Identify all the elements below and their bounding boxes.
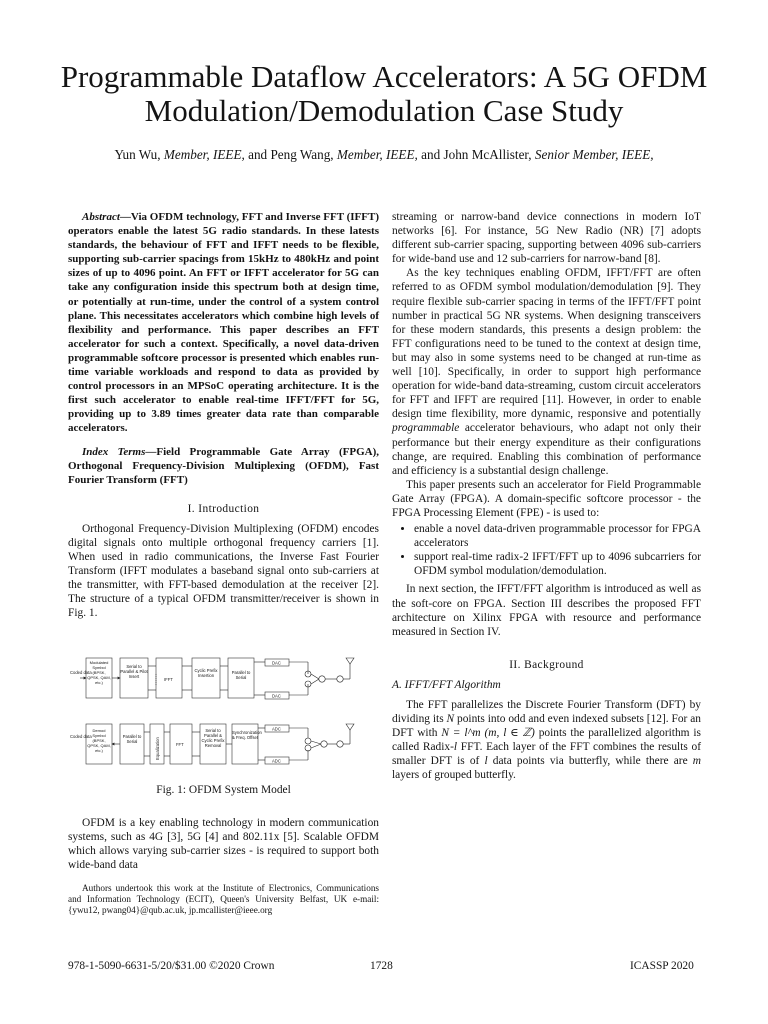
author-role: Senior Member, IEEE, — [534, 147, 654, 162]
figure-caption: Fig. 1: OFDM System Model — [156, 784, 291, 796]
tx-s2p-label: Serial to Parallel & Pilot Insert — [120, 664, 148, 679]
author-name: and Peng Wang, — [244, 147, 337, 162]
tx-dac-q-label: DAC — [272, 693, 281, 699]
abstract-text: —Via OFDM technology, FFT and Inverse FFT (IFFT) operators enable the latest 5G radio standards. In these latests standards, the behaviour of FFT and IFFT needs to be flexible, supporting sub-carrier spacings from 15kHz to 480kHz and point sizes of up to 4096 point. An FFT or IFFT accelerator for 5G can take any configuration inside this spectrum both at design time, or potentially at run-time, under the control of a system control plane. This necessitates accelerators which combine high levels of flexibility and performance. This paper describes an FFT accelerator for such a context. Specifically, a novel data-driven programmable softcore processor is presented which enables run-time variable workloads and respond to data as provided by control processors in an MPSoC operating architecture. It is the first such accelerator to enable real-time IFFT/FFT for 5G, providing up to 3.89 times greater data rate than comparable accelerators. — [68, 211, 379, 435]
list-item: • support real-time radix-2 IFFT/FFT up to 4096 subcarriers for OFDM symbol modulation/demodulation. — [414, 550, 701, 578]
index-terms-label: Index Terms — [82, 445, 146, 458]
tx-dac-i-label: DAC — [272, 660, 281, 666]
p5-text: layers of grouped butterfly. — [392, 769, 516, 782]
author-line — [30, 147, 738, 163]
rx-p2s-label: Parallel to Serial — [122, 734, 142, 744]
rx-s2p-label: Serial to Parallel & Cyclic Prefix Removal — [201, 728, 225, 748]
section-heading-background: II. Background — [509, 658, 584, 671]
author-name: and John McAllister, — [417, 147, 535, 162]
right-paragraph-1: streaming or narrow-band device connections in modern IoT networks [6]. For instance, 5G New Radio (NR) [7] adopts different sub-carrier spacing, supporting between 4096 sub-carriers for wide-band use and 12 sub-carriers for narrow-band [8]. — [392, 211, 701, 266]
math-equation: N = l^m (m, l ∈ ℤ) — [441, 727, 535, 740]
abstract — [68, 210, 379, 436]
footnote: Authors undertook this work at the Institute of Electronics, Communications and Information Technology (ECIT), Queen's University Belfast, UK e-mail: {ywu12, pwang04}@qub.ac.uk, jp.mcallister@ieee.org — [68, 883, 379, 916]
figure-ofdm-system-model — [68, 652, 379, 772]
contribution-list — [392, 522, 701, 578]
list-item: • enable a novel data-driven programmable processor for FPGA accelerators — [414, 522, 701, 550]
rx-sync-label: Synchronization & Freq. Offset — [232, 730, 262, 740]
index-terms-text: —Field Programmable Gate Array (FPGA), Orthogonal Frequency-Division Multiplexing (OFDM), Fast Fourier Transform (FFT) — [68, 445, 380, 486]
section-heading-introduction: I. Introduction — [187, 502, 260, 515]
rx-demod-label: Demod Symbol (BPSK, QPSK, QAM, etc.) — [87, 728, 111, 753]
left-column — [68, 210, 379, 621]
index-terms — [68, 445, 379, 487]
footer-copyright: 978-1-5090-6631-5/20/$31.00 ©2020 Crown — [68, 960, 275, 972]
title-line-1: Programmable Dataflow Accelerators: A 5G OFDM — [60, 59, 708, 94]
tx-cp-label: Cyclic Prefix Insertion — [194, 668, 218, 678]
subsection-heading-ifft-fft: A. IFFT/FFT Algorithm — [392, 678, 501, 691]
math-l: l — [453, 741, 458, 754]
right-column — [392, 210, 701, 783]
rx-output-label: Coded data — [70, 734, 92, 739]
title-line-2: Modulation/Demodulation Case Study — [144, 93, 624, 128]
emphasis-programmable: programmable — [392, 422, 460, 435]
math-m: m — [692, 755, 701, 768]
rx-adc-i-label: ADC — [272, 726, 281, 732]
intro-paragraph-1: Orthogonal Frequency-Division Multiplexing (OFDM) encodes digital signals onto multiple orthogonal frequency carriers [1]. When used in radio communications, the Inverse Fast Fourier Transform (IFFT modulates a baseband signal onto sub-carriers at the transmitter, with FFT-based demodulation at the receiver [2]. The structure of a typical OFDM transmitter/receiver is shown in Fig. 1. — [68, 522, 379, 620]
right-paragraph-3: This paper presents such an accelerator for Field Programmable Gate Array (FPGA). A domain-specific softcore processor - the FPGA Processing Element (FPE) - is used to: — [392, 478, 701, 519]
ofdm-diagram — [68, 652, 379, 772]
tx-modulator-label: Modulated Symbol (BPSK, QPSK, QAM, etc.) — [87, 660, 111, 685]
tx-input-label: Coded data — [70, 670, 92, 675]
tx-p2s-label: Parallel to Serial — [231, 670, 251, 680]
footer-page-number: 1728 — [370, 960, 393, 972]
p5-text: data points via butterfly, while there are — [487, 755, 693, 768]
p5-text: The FFT parallelizes the Discrete Fourier Transform (DFT) by dividing its — [392, 699, 701, 726]
author-role: Member, IEEE, — [336, 147, 418, 162]
p5-text: points into odd and even indexed subsets [12]. For an DFT with — [392, 713, 701, 740]
math-l: l — [484, 755, 488, 768]
tx-ifft-label: IFFT — [164, 677, 173, 682]
right-paragraph-5 — [392, 698, 701, 783]
paper-title — [40, 60, 728, 128]
p5-text: points the parallelized algorithm is called Radix- — [392, 727, 701, 754]
right-paragraph-2a: As the key techniques enabling OFDM, IFFT/FFT are often referred to as OFDM symbol modulation/demodulation [9]. They require flexible sub-carrier spacing in terms of the IFFT/FFT point number in practical 5G NR systems. When designing transceivers for these modern standards, this presents a design problem: the FFT configurations need to be tuned to the context at design time, but may also in some systems need to be changed at run-time as well [10]. Specifically, in order to support high performance operation for wide-band data-streaming, custom circuit accelerators for FFT and IFFT are required [11]. However, in order to enable design time flexibility, more dynamic, responsive and potentially — [392, 267, 701, 421]
author-role: Member, IEEE, — [163, 147, 245, 162]
right-paragraph-2 — [392, 266, 701, 477]
math-N: N — [446, 713, 455, 726]
right-paragraph-2b: accelerator behaviours, who adapt not only their performance but their energy expenditure as their configurations change, are required. Enabling this combination of performance and efficiency is a substantial design challenge. — [392, 422, 701, 477]
left-column-lower — [68, 816, 379, 916]
rx-adc-q-label: ADC — [272, 758, 281, 764]
author-name: Yun Wu, — [114, 147, 164, 162]
abstract-label: Abstract — [82, 211, 120, 223]
footer-venue: ICASSP 2020 — [630, 960, 694, 972]
p5-text: FFT. Each layer of the FFT combines the results of smaller DFT is of — [392, 741, 701, 768]
rx-equalization-label: Equalization — [155, 737, 160, 760]
right-paragraph-4: In next section, the IFFT/FFT algorithm is introduced as well as the soft-core on FPGA. Section III describes the proposed FFT architecture on Xilinx FPGA with resource and performance measured in Section IV. — [392, 583, 701, 638]
rx-fft-label: FFT — [176, 742, 184, 747]
intro-paragraph-2: OFDM is a key enabling technology in modern communication systems, such as 4G [3], 5G [4] and 802.11x [5]. Scalable OFDM which allows varying sub-carrier sizes - is required to support both wide-band data — [68, 817, 379, 872]
